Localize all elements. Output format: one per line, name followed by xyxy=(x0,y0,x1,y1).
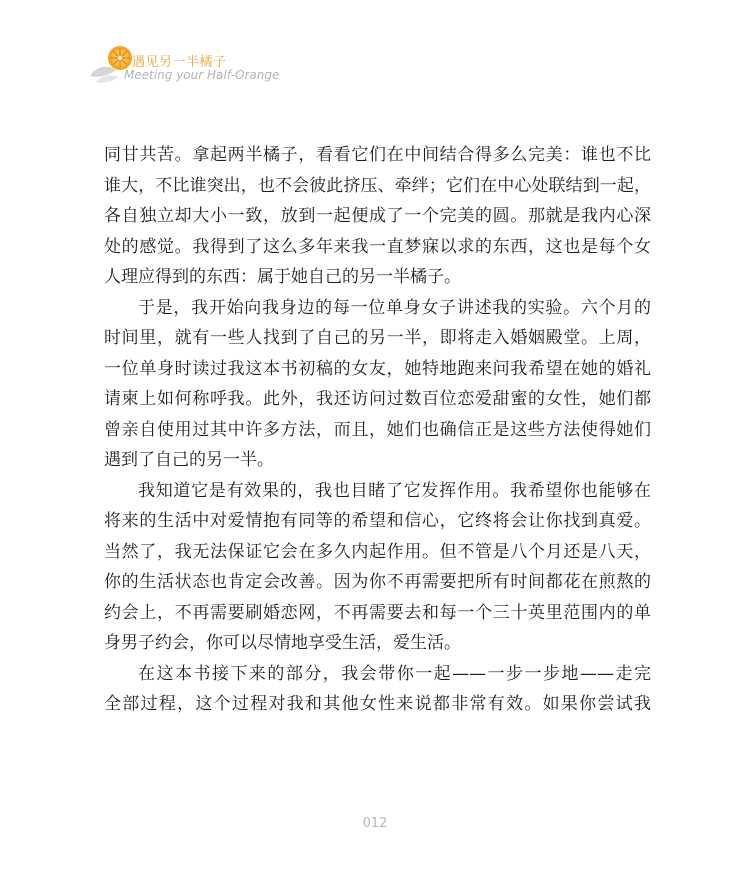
text-line: 你的生活状态也肯定会改善。因为你不再需要把所有时间都花在煎熬的 xyxy=(104,572,651,592)
text-line: 当然了，我无法保证它会在多久内起作用。但不管是八个月还是八天， xyxy=(104,541,651,562)
page-number: 012 xyxy=(362,816,388,831)
text-line: 遇到了自己的另一半。 xyxy=(104,450,274,470)
text-line: 全部过程，这个过程对我和其他女性来说都非常有效。如果你尝试我 xyxy=(104,694,651,714)
text-line: 人理应得到的东西：属于她自己的另一半橘子。 xyxy=(104,267,461,287)
body-text xyxy=(104,140,651,720)
paragraph-4 xyxy=(104,659,651,720)
text-line: 我知道它是有效果的，我也目睹了它发挥作用。我希望你也能够在 xyxy=(138,480,651,501)
text-line: 身男子约会，你可以尽情地享受生活，爱生活。 xyxy=(104,633,461,653)
text-line: 谁大，不比谁突出，也不会彼此挤压、牵绊；它们在中心处联结到一起， xyxy=(104,175,651,196)
paragraph-1 xyxy=(104,140,651,293)
paragraph-2 xyxy=(104,293,651,476)
text-line: 于是，我开始向我身边的每一位单身女子讲述我的实验。六个月的 xyxy=(138,297,651,318)
text-line: 在这本书接下来的部分，我会带你一起——一步一步地——走完 xyxy=(138,663,651,684)
text-line: 约会上，不再需要刷婚恋网，不再需要去和每一个三十英里范围内的单 xyxy=(104,602,651,623)
text-line: 各自独立却大小一致，放到一起便成了一个完美的圆。那就是我内心深 xyxy=(104,206,651,226)
text-line: 处的感觉。我得到了这么多年来我一直梦寐以求的东西，这也是每个女 xyxy=(104,236,651,257)
text-line: 同甘共苦。拿起两半橘子，看看它们在中间结合得多么完美：谁也不比 xyxy=(104,145,651,165)
text-line: 将来的生活中对爱情抱有同等的希望和信心，它终将会让你找到真爱。 xyxy=(104,511,651,531)
page-header xyxy=(88,42,348,88)
paragraph-3 xyxy=(104,476,651,659)
text-line: 时间里，就有一些人找到了自己的另一半，即将走入婚姻殿堂。上周， xyxy=(104,328,651,348)
text-line: 请柬上如何称呼我。此外，我还访问过数百位恋爱甜蜜的女性，她们都 xyxy=(104,389,651,409)
text-line: 一位单身时读过我这本书初稿的女友，她特地跑来问我希望在她的婚礼 xyxy=(104,358,651,379)
brand-title-en: Meeting your Half-Orange xyxy=(124,68,280,82)
text-line: 曾亲自使用过其中许多方法，而且，她们也确信正是这些方法使得她们 xyxy=(104,419,651,440)
brand-title-cn: 遇见另一半橘子 xyxy=(132,55,227,70)
